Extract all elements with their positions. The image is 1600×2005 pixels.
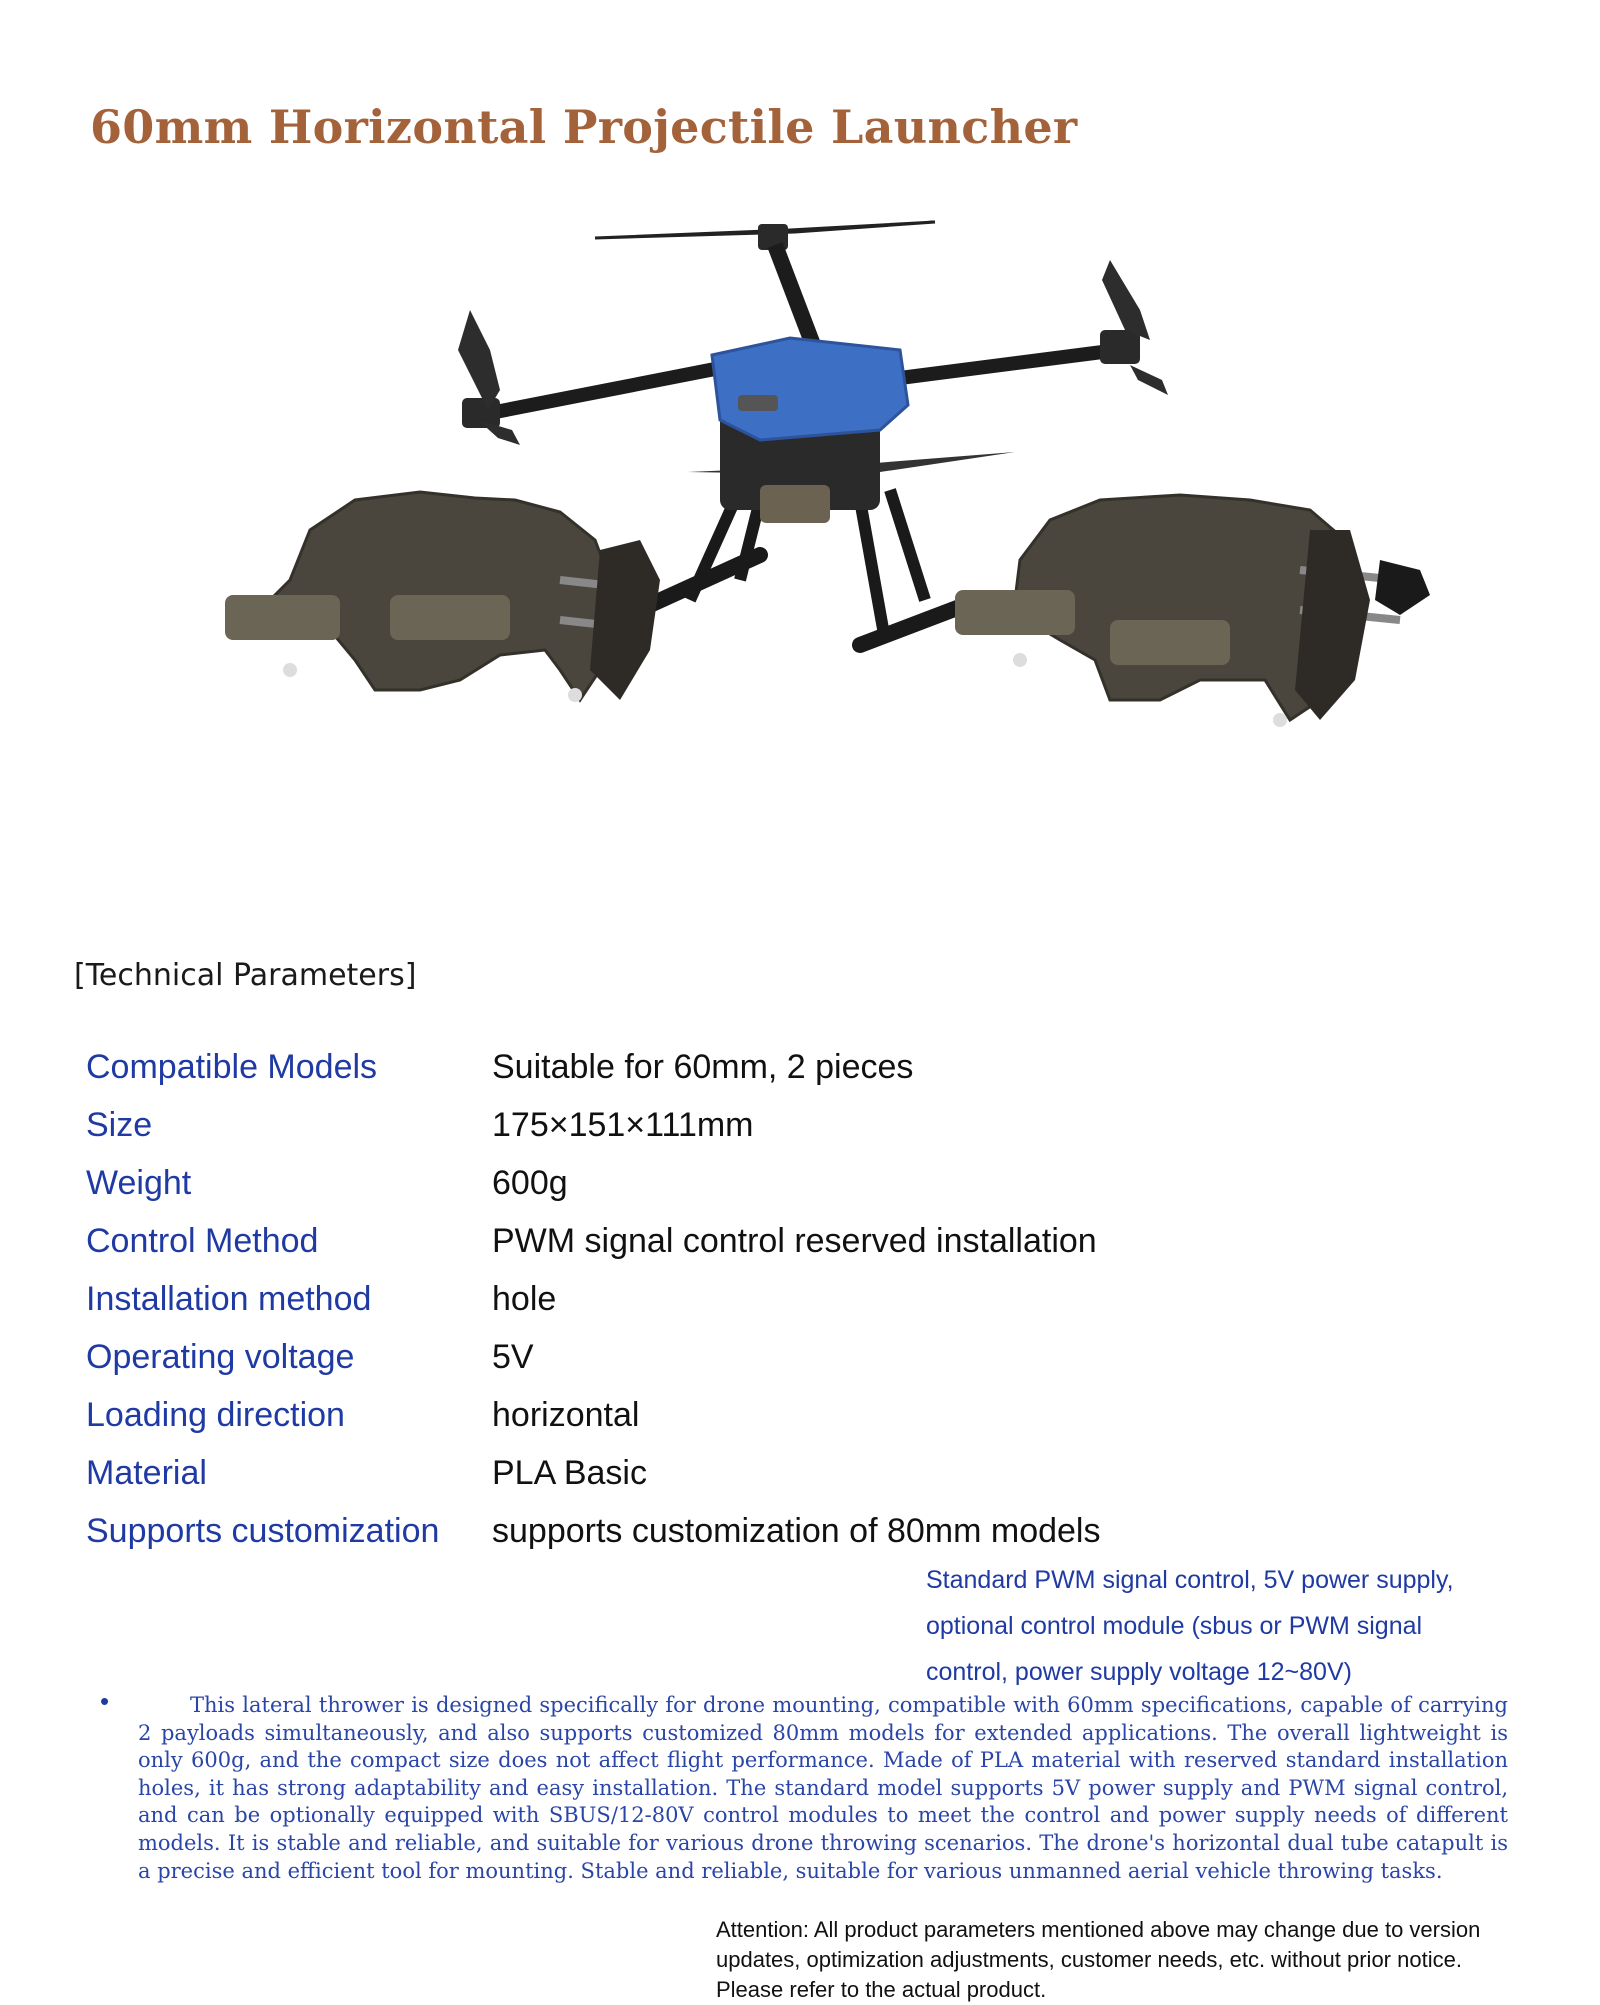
spec-label: Control Method	[86, 1222, 319, 1260]
spec-label: Supports customization	[86, 1512, 440, 1550]
control-note	[926, 1557, 1526, 1695]
spec-table	[86, 1042, 1486, 1564]
spec-label: Size	[86, 1106, 153, 1144]
spec-value: PLA Basic	[492, 1454, 647, 1492]
spec-row	[86, 1390, 1486, 1448]
launcher-left-image	[225, 492, 660, 702]
spec-row	[86, 1042, 1486, 1100]
control-note-line: optional control module (sbus or PWM signal	[926, 1612, 1423, 1640]
spec-row	[86, 1506, 1486, 1564]
product-description: This lateral thrower is designed specifically for drone mounting, compatible with 60mm specifications, capable of carrying 2 payloads simultaneously, and also supports customized 80mm models for extended applications. The overall lightweight is only 600g, and the compact size does not affect flight performance. Made of PLA material with reserved standard installation holes, it has strong adaptability and easy installation. The standard model supports 5V power supply and PWM signal control, and can be optionally equipped with SBUS/12-80V control modules to meet the control and power supply needs of different models. It is stable and reliable, and suitable for various drone throwing scenarios. The drone's horizontal dual tube catapult is a precise and efficient tool for mounting. Stable and reliable, suitable for various unmanned aerial vehicle throwing tasks.	[138, 1693, 1508, 1883]
page-title: 60mm Horizontal Projectile Launcher	[90, 100, 1078, 154]
spec-row	[86, 1448, 1486, 1506]
spec-value: hole	[492, 1280, 557, 1318]
section-label: [Technical Parameters]	[74, 958, 417, 993]
control-note-line: Standard PWM signal control, 5V power supply,	[926, 1566, 1454, 1594]
launcher-right-image	[955, 495, 1430, 727]
spec-value: horizontal	[492, 1396, 640, 1434]
bullet-icon: •	[100, 1686, 110, 1716]
attention-notice	[716, 1915, 1576, 2005]
spec-row	[86, 1332, 1486, 1390]
spec-value: 175×151×111mm	[492, 1106, 754, 1144]
spec-row	[86, 1216, 1486, 1274]
spec-label: Weight	[86, 1164, 192, 1202]
spec-label: Material	[86, 1454, 207, 1492]
spec-row	[86, 1158, 1486, 1216]
spec-value: PWM signal control reserved installation	[492, 1222, 1097, 1260]
spec-label: Loading direction	[86, 1396, 345, 1434]
spec-label: Compatible Models	[86, 1048, 378, 1086]
spec-value: Suitable for 60mm, 2 pieces	[492, 1048, 914, 1086]
spec-value: 600g	[492, 1164, 568, 1202]
attention-line: Please refer to the actual product.	[716, 1977, 1047, 2002]
spec-row	[86, 1100, 1486, 1158]
attention-line: updates, optimization adjustments, customer needs, etc. without prior notice.	[716, 1947, 1462, 1972]
spec-row	[86, 1274, 1486, 1332]
spec-label: Installation method	[86, 1280, 372, 1318]
control-note-line: control, power supply voltage 12~80V)	[926, 1658, 1352, 1686]
spec-value: supports customization of 80mm models	[492, 1512, 1101, 1550]
attention-line: Attention: All product parameters mentioned above may change due to version	[716, 1917, 1481, 1942]
spec-label: Operating voltage	[86, 1338, 355, 1376]
product-illustration	[0, 200, 1600, 960]
spec-value: 5V	[492, 1338, 534, 1376]
